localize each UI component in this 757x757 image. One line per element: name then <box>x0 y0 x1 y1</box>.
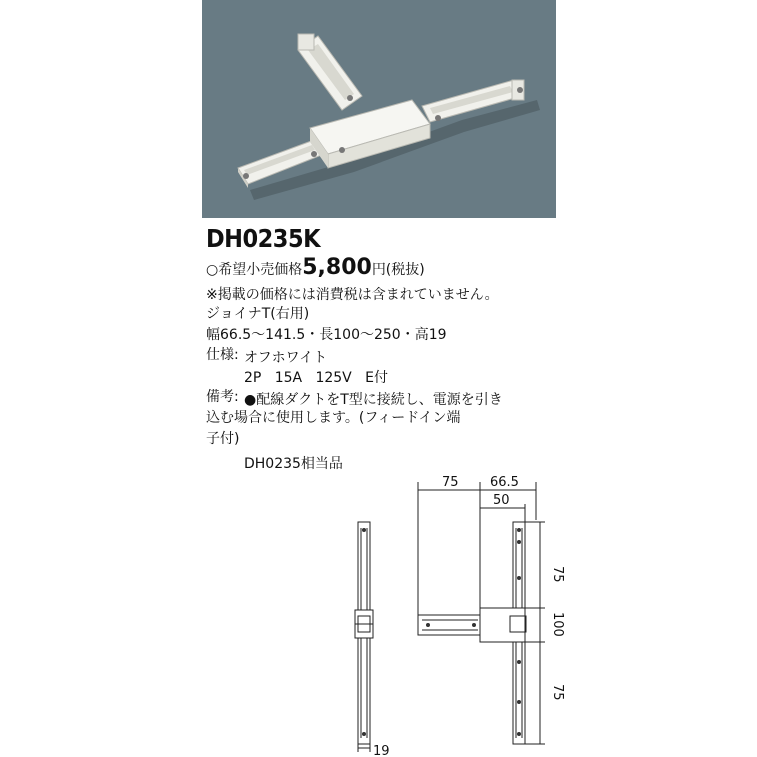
product-photo <box>202 0 556 218</box>
product-name: ジョイナT(右用) <box>206 306 310 322</box>
spec-color: オフホワイト <box>244 350 328 366</box>
dim-right-lower: 75 <box>550 684 565 701</box>
spec-electrical: 2P 15A 125V E付 <box>244 370 388 386</box>
dim-height: 19 <box>373 744 390 757</box>
technical-drawing <box>350 470 565 757</box>
equivalent-product: DH0235相当品 <box>244 456 343 472</box>
remarks-line-1: ●配線ダクトをT型に接続し、電源を引き <box>244 392 503 408</box>
product-dimensions: 幅66.5〜141.5・長100〜250・高19 <box>206 327 447 343</box>
t-joiner-photo-illustration <box>202 0 556 218</box>
model-number: DH0235K <box>206 224 321 253</box>
remarks-label: 備考: <box>206 389 239 405</box>
dim-top-right: 66.5 <box>490 475 519 490</box>
dim-top-left: 75 <box>442 475 459 490</box>
tax-note: ※掲載の価格には消費税は含まれていません。 <box>206 287 499 303</box>
price-prefix: ○希望小売価格 <box>206 262 303 278</box>
dim-right-upper: 75 <box>550 566 565 583</box>
price-suffix: 円(税抜) <box>371 262 425 278</box>
spec-label: 仕様: <box>206 347 239 363</box>
remarks-line-3: 子付) <box>206 431 240 447</box>
dim-right-mid: 100 <box>550 612 565 637</box>
dim-inner: 50 <box>493 493 510 508</box>
dimension-drawing-svg <box>350 470 565 757</box>
price-line <box>206 255 425 280</box>
price-value: 5,800 <box>302 255 372 280</box>
remarks-line-2: 込む場合に使用します。(フィードイン端 <box>206 410 461 426</box>
